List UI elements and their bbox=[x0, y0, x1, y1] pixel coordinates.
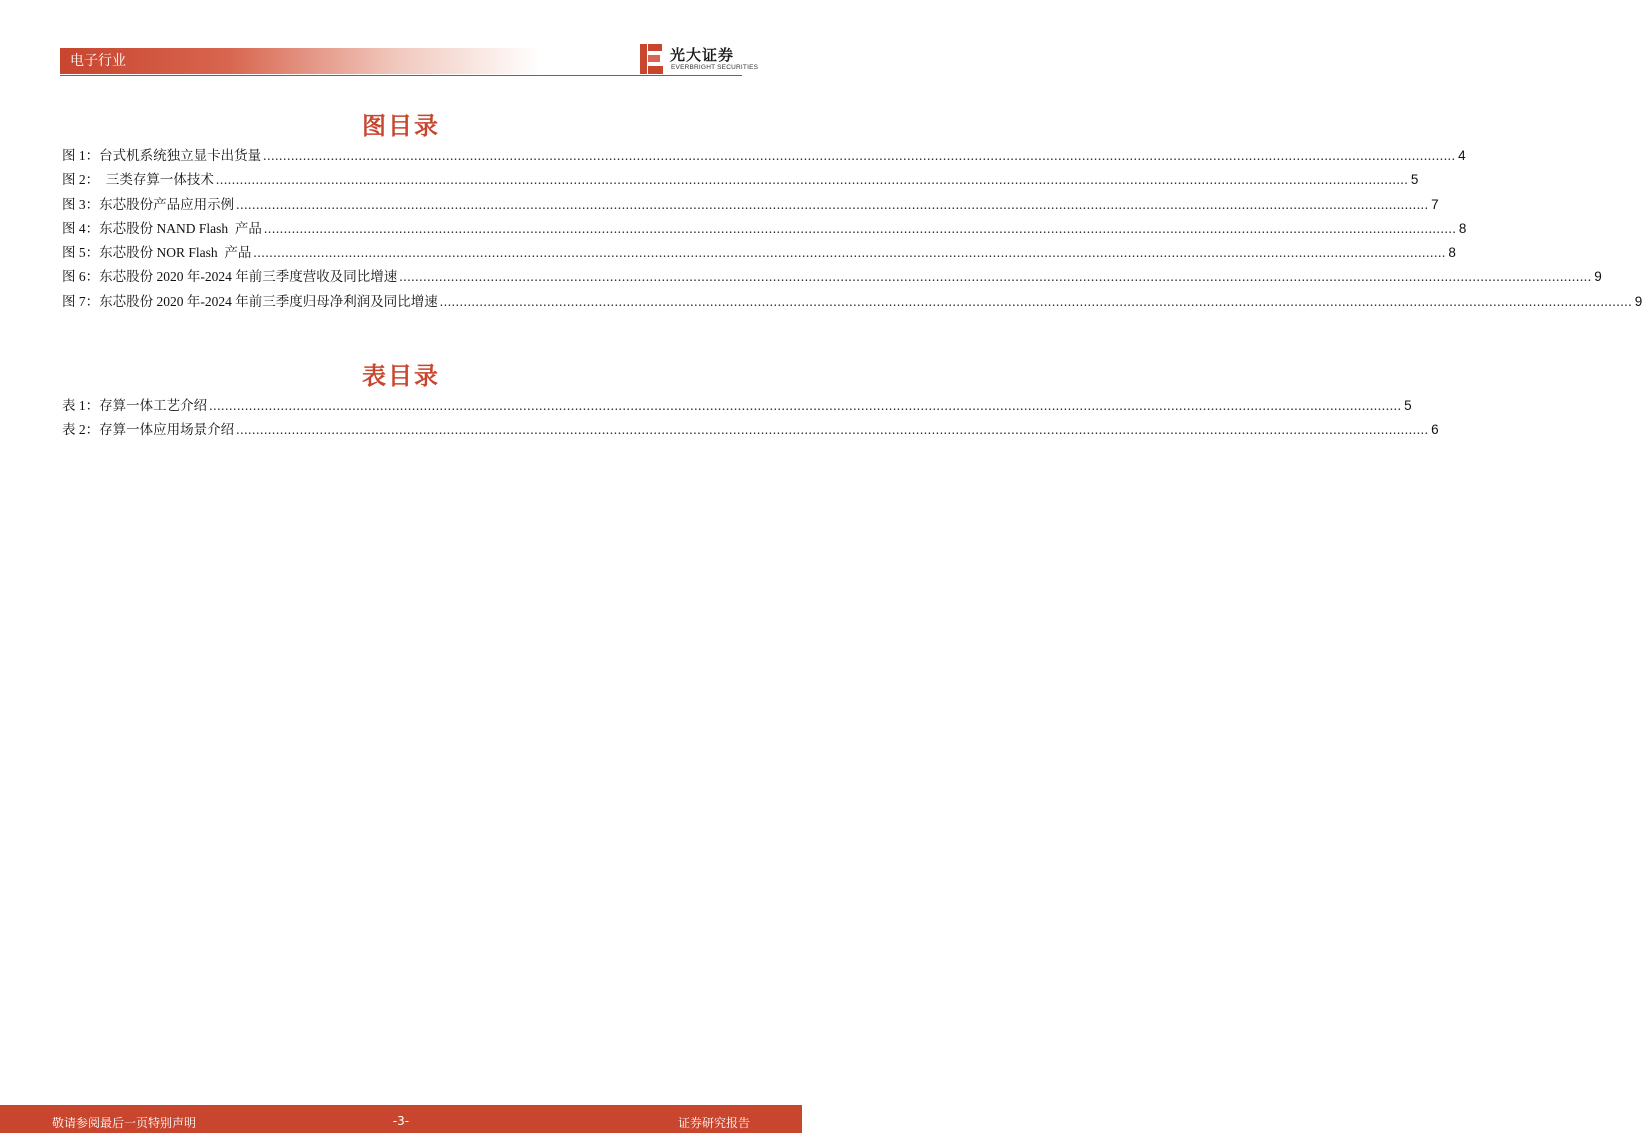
toc-dot-leader: ............................................................................................................................................................................................................................................................................................................ bbox=[253, 245, 1446, 261]
toc-entry-label[interactable]: 图 1：台式机系统独立显卡出货量 bbox=[62, 148, 262, 163]
tables-toc-list bbox=[62, 397, 1439, 446]
toc-entry-label[interactable]: 图 7：东芯股份 2020 年-2024 年前三季度归母净利润及同比增速 bbox=[62, 293, 438, 309]
toc-dot-leader: ............................................................................................................................................................................................................................................................................................................ bbox=[439, 293, 1633, 309]
toc-entry-page[interactable]: 9 bbox=[1634, 293, 1642, 309]
toc-entry-page[interactable]: 7 bbox=[1431, 196, 1439, 212]
toc-dot-leader: ............................................................................................................................................................................................................................................................................................................ bbox=[236, 422, 1429, 438]
toc-entry-label[interactable]: 图 3：东芯股份产品应用示例 bbox=[62, 196, 235, 212]
everbright-logo-icon bbox=[640, 44, 664, 74]
toc-dot-leader: ............................................................................................................................................................................................................................................................................................................ bbox=[263, 148, 1456, 163]
toc-entry[interactable] bbox=[62, 397, 1412, 421]
toc-dot-leader: ............................................................................................................................................................................................................................................................................................................ bbox=[215, 172, 1409, 188]
toc-entry-page[interactable]: 6 bbox=[1431, 422, 1439, 438]
toc-entry-label[interactable]: 表 1：存算一体工艺介绍 bbox=[62, 398, 208, 413]
toc-entry-label[interactable]: 图 4：东芯股份 NAND Flash 产品 bbox=[62, 220, 262, 236]
footer-doc-type: 证券研究报告 bbox=[677, 1116, 750, 1130]
footer-page-number: -3- bbox=[392, 1114, 410, 1128]
toc-entry-page[interactable]: 5 bbox=[1410, 172, 1419, 188]
toc-entry[interactable] bbox=[62, 147, 1466, 171]
toc-entry-label[interactable]: 图 5：东芯股份 NOR Flash 产品 bbox=[62, 245, 252, 261]
toc-dot-leader: ............................................................................................................................................................................................................................................................................................................ bbox=[209, 398, 1402, 413]
tables-toc-title: 表目录 bbox=[362, 362, 440, 390]
toc-dot-leader: ............................................................................................................................................................................................................................................................................................................ bbox=[263, 220, 1457, 236]
logo-chinese-name: 光大证券 bbox=[670, 46, 735, 64]
toc-entry-label[interactable]: 图 6：东芯股份 2020 年-2024 年前三季度营收及同比增速 bbox=[62, 269, 398, 285]
toc-entry[interactable] bbox=[62, 220, 1467, 244]
footer-disclaimer: 敬请参阅最后一页特别声明 bbox=[52, 1116, 197, 1130]
footer-band bbox=[0, 1105, 802, 1133]
toc-entry[interactable] bbox=[62, 171, 1419, 195]
toc-entry-page[interactable]: 8 bbox=[1458, 220, 1467, 236]
toc-entry[interactable] bbox=[62, 421, 1439, 445]
toc-entry-page[interactable]: 4 bbox=[1458, 148, 1466, 163]
toc-entry[interactable] bbox=[62, 244, 1456, 268]
company-logo bbox=[640, 42, 759, 76]
toc-dot-leader: ............................................................................................................................................................................................................................................................................................................ bbox=[236, 196, 1429, 212]
toc-entry-label[interactable]: 表 2：存算一体应用场景介绍 bbox=[62, 422, 235, 438]
toc-entry[interactable] bbox=[62, 196, 1439, 220]
toc-entry-page[interactable]: 5 bbox=[1404, 398, 1412, 413]
header-band bbox=[60, 48, 540, 74]
toc-entry[interactable] bbox=[62, 268, 1602, 292]
toc-dot-leader: ............................................................................................................................................................................................................................................................................................................ bbox=[399, 269, 1592, 285]
toc-entry-label[interactable]: 图 2： 三类存算一体技术 bbox=[62, 172, 214, 188]
toc-entry-page[interactable]: 9 bbox=[1594, 269, 1602, 285]
toc-entry[interactable] bbox=[62, 293, 1642, 317]
toc-entry-page[interactable]: 8 bbox=[1448, 245, 1456, 261]
logo-english-name: EVERBRIGHT SECURITIES bbox=[671, 64, 759, 71]
industry-tag: 电子行业 bbox=[70, 53, 126, 69]
figures-toc-list bbox=[62, 147, 1642, 317]
figures-toc-title: 图目录 bbox=[362, 112, 440, 140]
